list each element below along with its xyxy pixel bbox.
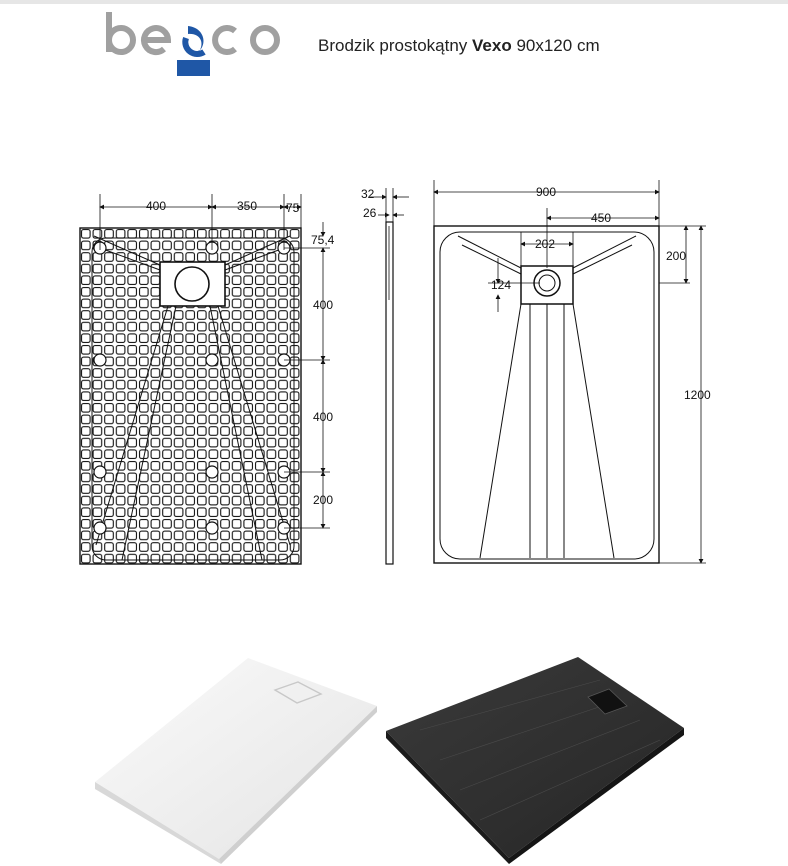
top-view <box>434 180 711 563</box>
dim-32: 32 <box>361 187 375 201</box>
dim-900: 900 <box>536 185 557 199</box>
dim-200: 200 <box>313 493 334 507</box>
dim-124: 124 <box>491 278 512 292</box>
bottom-view <box>80 194 335 564</box>
dim-350: 350 <box>237 199 258 213</box>
dim-200: 200 <box>666 249 687 263</box>
product-photos <box>0 640 788 866</box>
dim-202: 202 <box>535 237 556 251</box>
dim-26: 26 <box>363 206 377 220</box>
dim-1200: 1200 <box>684 388 711 402</box>
dim-75: 75 <box>286 201 300 215</box>
dim-400-a: 400 <box>313 298 334 312</box>
dim-75-4: 75,4 <box>311 233 335 247</box>
top-border <box>0 0 788 4</box>
page-title: Brodzik prostokątny Vexo 90x120 cm <box>318 36 600 55</box>
white-tray <box>95 658 377 864</box>
side-view <box>361 187 409 564</box>
technical-drawing <box>0 150 788 580</box>
besco-logo <box>100 8 285 80</box>
black-tray <box>386 657 684 864</box>
dim-400-b: 400 <box>313 410 334 424</box>
dim-400-top: 400 <box>146 199 167 213</box>
dim-450: 450 <box>591 211 612 225</box>
